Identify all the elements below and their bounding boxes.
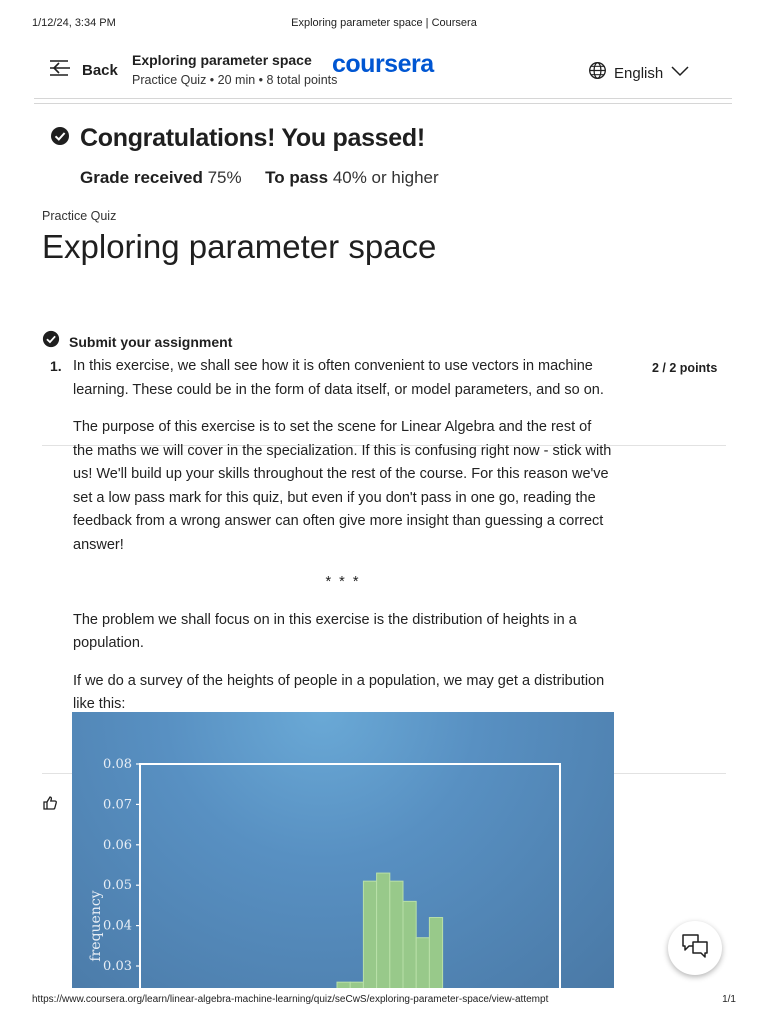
check-circle-icon [50,126,70,151]
breadcrumb-title: Exploring parameter space [132,52,312,68]
histogram-bar [350,982,363,988]
back-label: Back [82,62,118,79]
question-paragraph: If we do a survey of the heights of people in a population, we may get a distribution like this: [73,672,605,712]
grade-summary [80,168,439,188]
back-button[interactable] [46,56,118,85]
collapse-menu-icon [46,56,74,85]
print-page-title: Exploring parameter space | Coursera [291,17,477,29]
histogram-bar [377,873,390,988]
language-selector[interactable] [588,61,690,85]
breadcrumb [132,52,337,87]
section-separator: * * * [325,574,361,590]
to-pass-label: To pass [265,168,329,187]
histogram-bar [337,982,350,988]
y-tick-label: 0.03 [103,959,132,974]
question-paragraph: The problem we shall focus on in this exercise is the distribution of heights in a population. [73,611,577,651]
y-tick-label: 0.06 [103,837,132,853]
chat-bubbles-icon [680,932,710,965]
congrats-heading: Congratulations! You passed! [80,124,425,152]
histogram-bar [363,881,376,988]
top-bar-divider [34,98,732,104]
plot-frame [140,764,560,988]
y-tick-label: 0.04 [103,918,132,934]
height-distribution-chart [72,712,614,988]
question-paragraph: The purpose of this exercise is to set the scene for Linear Algebra and the rest of the maths we will cover in the specialization. If this is confusing right now - stick with us! We'll build up your skills throughout the rest of the course. For this reason we've set a low pass mark for this quiz, but even if you don't pass in one go, reading the feedback from a wrong answer can often give more insight than guessing a correct answer! [73,419,612,553]
globe-icon [588,61,607,85]
y-tick-label: 0.05 [103,878,132,894]
histogram-bar [403,901,416,988]
y-tick-label: 0.07 [103,797,132,813]
print-url: https://www.coursera.org/learn/linear-algebra-machine-learning/quiz/seCwS/exploring-parameter-space/view-attempt [32,994,549,1005]
pass-banner [50,124,425,153]
coursera-logo[interactable]: coursera [332,50,434,78]
language-label: English [614,64,664,82]
chat-button[interactable] [668,921,722,975]
to-pass-value: 40% or higher [332,168,439,187]
grade-received-value: 75% [207,168,242,187]
submit-assignment-step [42,330,232,353]
y-tick-label: 0.08 [103,757,132,772]
check-circle-icon [42,330,60,353]
y-axis-label: frequency [88,890,104,962]
grade-received-label: Grade received [80,168,203,187]
breadcrumb-meta: Practice Quiz • 20 min • 8 total points [132,73,338,87]
histogram-bar [429,918,442,988]
thumbs-up-icon[interactable] [42,795,58,811]
page-title: Exploring parameter space [42,228,437,265]
question-number: 1. [50,358,62,374]
print-page-number: 1/1 [722,994,736,1005]
top-bar [34,46,732,98]
chevron-down-icon [670,64,690,82]
print-header [32,17,736,31]
print-footer [32,994,736,1005]
question-paragraph: In this exercise, we shall see how it is often convenient to use vectors in machine learning. These could be in the form of data itself, or model parameters, and so on. [73,358,604,398]
question-body [73,355,613,731]
histogram-bar [416,938,429,988]
submit-assignment-label: Submit your assignment [69,333,233,350]
quiz-type-label: Practice Quiz [42,209,117,223]
print-datetime: 1/12/24, 3:34 PM [32,17,116,29]
histogram-bar [390,881,403,988]
histogram-svg [72,712,614,988]
question-points: 2 / 2 points [652,361,718,375]
